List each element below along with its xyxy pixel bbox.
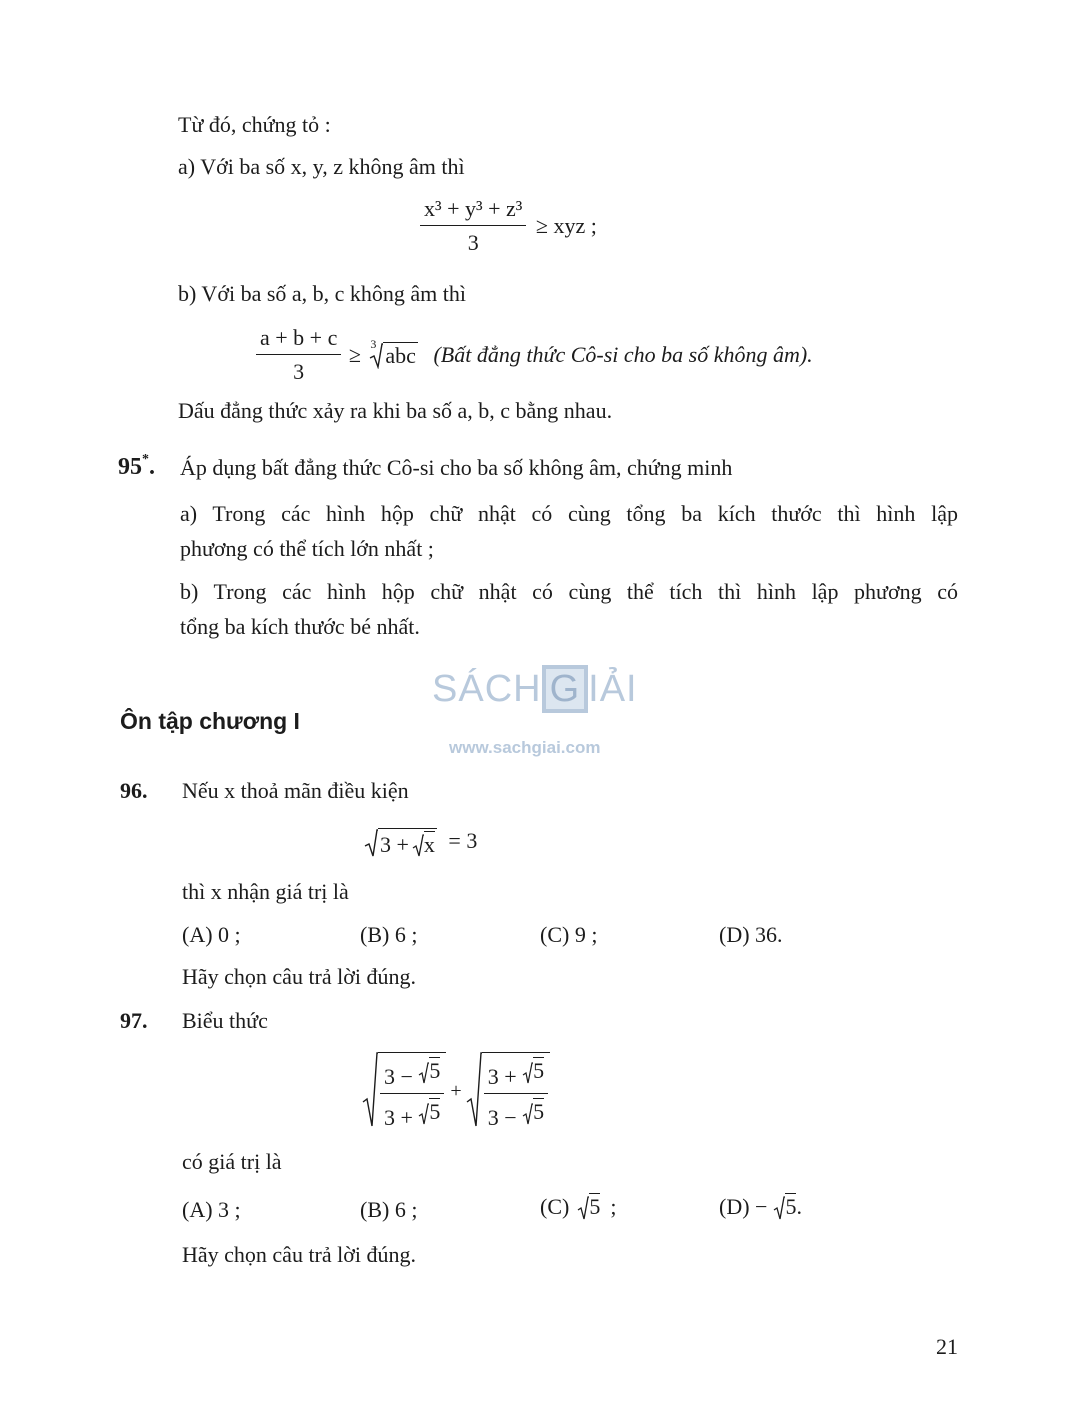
radical-sign-icon	[522, 1062, 533, 1084]
ex97-fraction-2-numerator: 3 + 5	[484, 1057, 548, 1094]
ex97-option-c-label: (C)	[540, 1194, 570, 1219]
ex95-number: 95*.	[118, 452, 155, 480]
fraction-b-numerator: a + b + c	[256, 325, 341, 355]
section-title: Ôn tập chương I	[120, 708, 300, 734]
ex97-option-c-five: 5	[589, 1194, 601, 1219]
ex97-option-c-semicolon: ;	[610, 1194, 617, 1219]
ex96-inner-text: 3 +	[380, 832, 409, 857]
watermark-text-right: IẢI	[588, 668, 638, 710]
ex97-option-a: (A) 3 ;	[182, 1197, 241, 1222]
watermark-logo	[432, 665, 638, 713]
cube-root-index: 3	[370, 337, 377, 352]
radical-sign-icon	[362, 1052, 378, 1128]
ex96-option-a: (A) 0 ;	[182, 922, 241, 947]
ex95-b-line2: tổng ba kích thước bé nhất.	[180, 614, 420, 639]
ex97-plus: +	[450, 1080, 462, 1102]
part-a-text: a) Với ba số x, y, z không âm thì	[178, 154, 465, 179]
ex97-text: Biểu thức	[182, 1008, 268, 1033]
ex97-fraction-2	[484, 1057, 548, 1131]
ex97-fraction-2-denominator: 3 − 5	[487, 1099, 545, 1130]
cube-root	[369, 337, 418, 369]
radical-sign-icon	[418, 1062, 429, 1084]
ex95-a-line1: a) Trong các hình hộp chữ nhật có cùng tổng ba kích thước thì hình lập	[180, 501, 958, 526]
inequality-a	[420, 196, 597, 256]
ex95-a-line2: phương có thể tích lớn nhất ;	[180, 536, 434, 561]
ex97-fraction-1	[380, 1057, 444, 1131]
ex97-root-2	[466, 1052, 550, 1131]
cauchy-note: (Bất đẳng thức Cô-si cho ba số không âm).	[433, 342, 813, 367]
ex95-b-line1: b) Trong các hình hộp chữ nhật có cùng thể tích thì hình lập phương có	[180, 579, 958, 604]
ex96-after: thì x nhận giá trị là	[182, 879, 349, 904]
radical-sign-icon	[522, 1103, 533, 1125]
equality-text: Dấu đẳng thức xảy ra khi ba số a, b, c bằng nhau.	[178, 398, 613, 423]
ex97-fraction-1-denominator: 3 + 5	[384, 1099, 441, 1130]
ex97-number: 97.	[120, 1008, 148, 1033]
ex95-text: Áp dụng bất đẳng thức Cô-si cho ba số không âm, chứng minh	[180, 455, 733, 480]
ex96-equation	[364, 828, 477, 858]
radical-sign-icon	[412, 834, 424, 858]
radical-sign-icon	[364, 828, 378, 858]
ex97-expression	[362, 1052, 550, 1131]
cube-root-radicand: abc	[385, 342, 416, 368]
watermark-url: www.sachgiai.com	[449, 738, 601, 757]
radical-sign-icon	[577, 1196, 589, 1220]
radical-sign-icon	[418, 1103, 429, 1125]
ex96-rhs: = 3	[448, 828, 478, 854]
ex96-number: 96.	[120, 778, 148, 803]
ex96-option-b: (B) 6 ;	[360, 922, 418, 947]
fraction-a-denominator: 3	[467, 230, 479, 255]
inequality-a-rhs: ≥ xyz ;	[535, 213, 597, 238]
page-number: 21	[936, 1334, 958, 1359]
fraction-a	[420, 196, 526, 256]
inequality-b	[256, 325, 813, 385]
fraction-b-denominator: 3	[293, 359, 305, 384]
inequality-b-geq: ≥	[348, 342, 361, 367]
ex96-x: x	[423, 832, 435, 857]
watermark-text-left: SÁCH	[432, 668, 542, 710]
ex96-option-d: (D) 36.	[719, 922, 783, 947]
ex97-option-c	[540, 1193, 616, 1220]
fraction-a-numerator: x³ + y³ + z³	[420, 196, 526, 226]
intro-text: Từ đó, chứng tỏ :	[178, 112, 331, 137]
radical-sign-icon	[773, 1196, 785, 1220]
ex97-root-1	[362, 1052, 446, 1131]
watermark-g-icon: G	[542, 665, 589, 713]
ex96-instruction: Hãy chọn câu trả lời đúng.	[182, 964, 417, 989]
ex97-fraction-1-numerator: 3 − 5	[380, 1057, 444, 1094]
ex97-option-d-period: .	[796, 1194, 802, 1219]
ex97-instruction: Hãy chọn câu trả lời đúng.	[182, 1242, 417, 1267]
ex96-text: Nếu x thoả mãn điều kiện	[182, 778, 409, 803]
ex97-after: có giá trị là	[182, 1149, 282, 1174]
outer-root	[364, 828, 437, 858]
ex97-option-b: (B) 6 ;	[360, 1197, 418, 1222]
radical-sign-icon	[466, 1052, 482, 1128]
ex96-option-c: (C) 9 ;	[540, 922, 598, 947]
ex97-option-d	[719, 1193, 802, 1220]
ex97-option-d-five: 5	[785, 1194, 797, 1219]
ex97-option-d-label: (D) −	[719, 1194, 768, 1219]
part-b-text: b) Với ba số a, b, c không âm thì	[178, 281, 467, 306]
fraction-b	[256, 325, 341, 385]
